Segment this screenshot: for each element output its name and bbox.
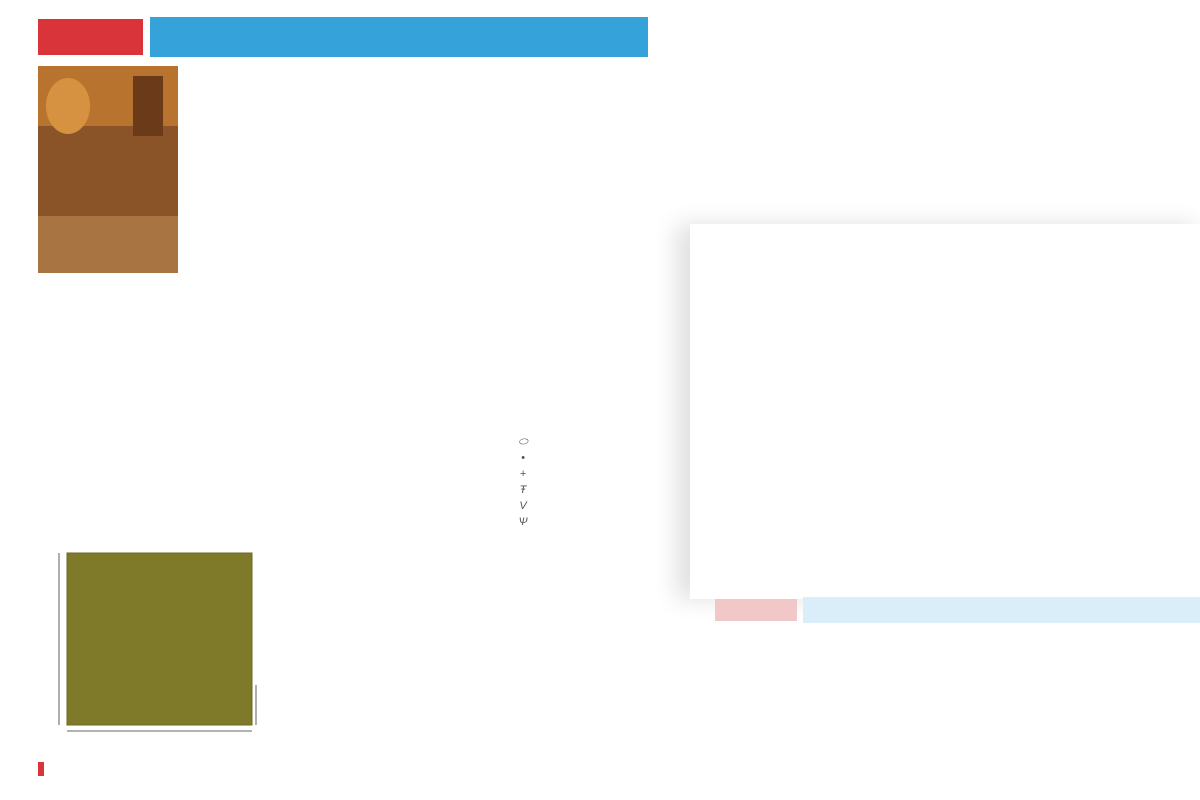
model-label — [38, 19, 143, 55]
text-column-2 — [192, 149, 339, 186]
pouf-photo — [38, 66, 178, 273]
legend-item — [511, 434, 661, 450]
joining-scheme-chart — [720, 266, 1000, 544]
legend-item — [511, 482, 661, 498]
page-footer — [38, 762, 48, 776]
next-page-strip — [715, 595, 1200, 623]
three-dc-in-one-icon: Ѱ — [518, 516, 528, 528]
text-column-4 — [508, 149, 653, 174]
legend-item — [511, 514, 661, 530]
text-column-3 — [350, 149, 497, 161]
page-title — [150, 17, 648, 57]
square-motif-chart — [313, 553, 461, 703]
side-panel-figure — [44, 545, 274, 755]
outer-square-chart — [509, 580, 629, 700]
legend-item — [511, 466, 661, 482]
single-crochet-icon: + — [519, 468, 527, 480]
legend-item — [511, 450, 661, 466]
footer-marker — [38, 762, 44, 776]
slip-stitch-icon: • — [521, 452, 525, 464]
cube-figure — [1040, 442, 1200, 582]
top-part-figure — [1042, 266, 1200, 416]
double-crochet-icon: Ŧ — [519, 484, 527, 496]
text-column-1 — [38, 279, 178, 291]
legend-item — [511, 498, 661, 514]
two-dc-in-one-icon: V — [519, 500, 527, 512]
symbol-legend — [511, 430, 661, 530]
right-page — [690, 224, 1200, 599]
chain-stitch-icon: ⬭ — [518, 435, 528, 448]
